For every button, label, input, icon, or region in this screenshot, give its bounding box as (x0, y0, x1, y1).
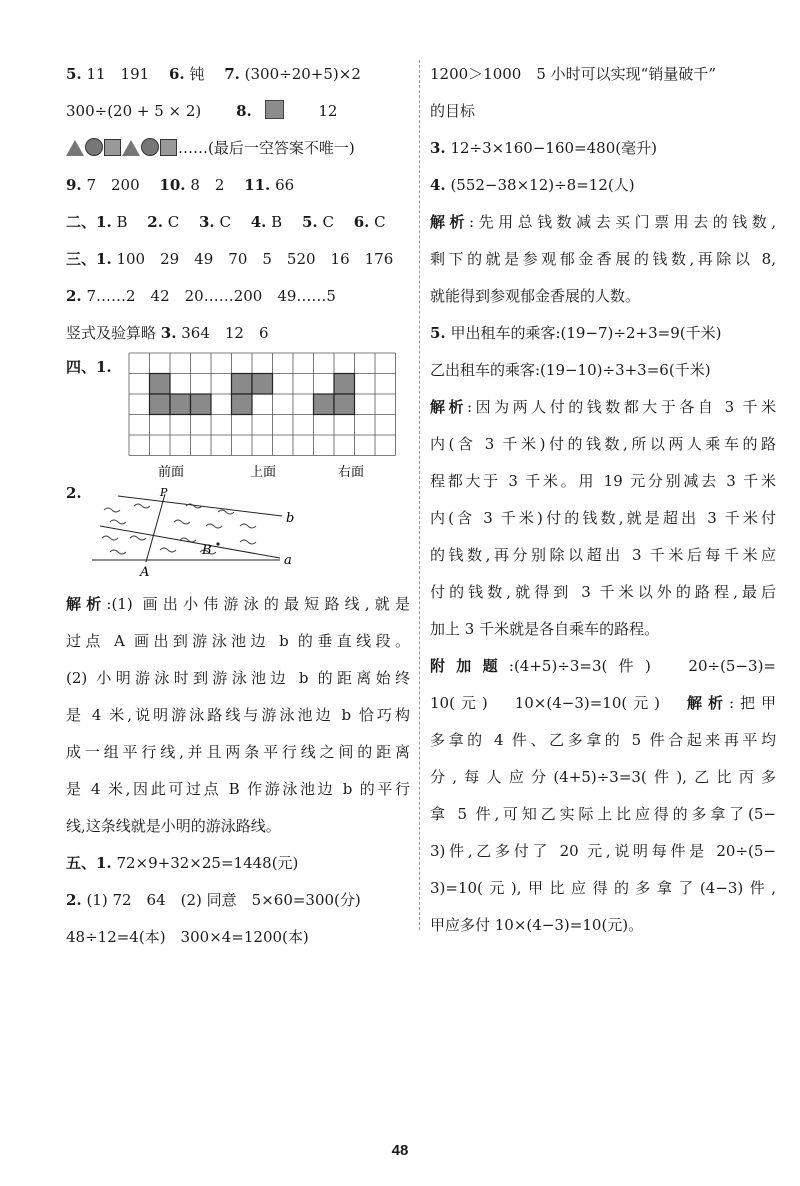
circle-icon (141, 138, 159, 156)
section-5-q2 (66, 882, 410, 919)
explanation-text: :(1) 画出小伟游泳的最短路线,就是 (106, 595, 410, 613)
explanation-text: 是 4 米,说明游泳路线与游泳池边 b 恰巧构 (66, 706, 410, 724)
filled-cube-cell (150, 394, 171, 415)
filled-cube-cell (232, 374, 253, 395)
explanation-line (430, 611, 776, 648)
view-label-front: 前面 (158, 465, 185, 480)
answer: 乙出租车的乘客:(19−10)÷3+3=6(千米) (430, 361, 711, 379)
explanation-label: 解析 (66, 595, 107, 613)
q-num: 6. (353, 213, 370, 231)
answer: 72×9+32×25=1448(元) (116, 854, 299, 872)
filled-cube-cell (314, 394, 335, 415)
extra-question-line (430, 722, 776, 759)
explanation-label: 解析 (430, 398, 468, 416)
answer: 300÷(20 + 5 × 2) (66, 102, 202, 120)
answer-line (430, 93, 776, 130)
filled-cube-cell (170, 394, 191, 415)
section-2-answers (66, 204, 410, 241)
explanation-line (430, 278, 776, 315)
section-3-q1 (66, 241, 410, 278)
q-num: 1. (96, 250, 112, 268)
line-a-label: a (284, 553, 292, 568)
explanation-line (430, 389, 776, 426)
answer-line-q3 (430, 130, 776, 167)
square-icon (104, 139, 121, 156)
q-num: 10. (159, 176, 186, 194)
q-num: 11. (244, 176, 271, 194)
q-num: 5. (430, 324, 446, 342)
q-num: 1. (96, 213, 112, 231)
answer-line (430, 56, 776, 93)
q-num: 3. (199, 213, 215, 231)
view-label-right: 右面 (338, 465, 365, 480)
explanation-text: 过点 A 画出到游泳池边 b 的垂直线段。 (66, 632, 410, 650)
explanation-line (430, 574, 776, 611)
explanation-line (66, 697, 410, 734)
point-b-label: B (202, 543, 212, 558)
explanation-label: 解析 (430, 213, 470, 231)
answer: (300÷20+5)×2 (244, 65, 361, 83)
answer: C (322, 213, 334, 231)
extra-text: 3)=10(元),甲比应得的多拿了(4−3)件, (430, 879, 776, 897)
answer: 甲出租车的乘客:(19−7)÷2+3=9(千米) (450, 324, 722, 342)
extra-question-line (430, 907, 776, 944)
explanation-text: 程都大于 3 千米。用 19 元分别减去 3 千米 (430, 472, 776, 490)
answer: 12÷3×160−160=480(毫升) (450, 139, 657, 157)
q-num: 3. (430, 139, 446, 157)
explanation-line (430, 463, 776, 500)
q-num: 3. (160, 324, 177, 342)
view-label-top: 上面 (250, 465, 277, 480)
answer: C (374, 213, 386, 231)
answer: (552−38×12)÷8=12(人) (450, 176, 635, 194)
extra-text: 分,每人应分(4+5)÷3=3(件),乙比丙多 (430, 768, 776, 786)
filled-cube-cell (334, 374, 355, 395)
answer: 1200＞1000 5 小时可以实现“销量破千” (430, 65, 716, 83)
page-number: 48 (391, 1142, 409, 1159)
q-num: 4. (250, 213, 267, 231)
point-p-label: P (160, 486, 168, 499)
extra-question-line (430, 796, 776, 833)
filled-cube-cell (191, 394, 212, 415)
answer-line-q4 (430, 167, 776, 204)
three-views-grid (128, 352, 408, 480)
extra-label: 附加题 (430, 657, 509, 675)
answer: B (116, 213, 128, 231)
section-5-q1 (66, 845, 410, 882)
q-num: 7. (224, 65, 240, 83)
answer: 100 29 49 70 5 520 16 176 (116, 250, 394, 268)
answer: C (219, 213, 231, 231)
section-label: 四、1. (66, 358, 112, 376)
extra-text: 甲应多付 10×(4−3)=10(元)。 (430, 916, 644, 934)
extra-question-line (430, 759, 776, 796)
extra-question-line (430, 833, 776, 870)
answer-line-q5 (430, 315, 776, 352)
three-views-block (66, 352, 410, 482)
explanation-line (66, 808, 410, 845)
right-column (430, 56, 776, 944)
gray-square-icon (265, 100, 284, 119)
section-label: 三、 (66, 250, 97, 268)
q-num: 5. (301, 213, 318, 231)
section-5-q2-cont (66, 919, 410, 956)
square-icon (160, 139, 177, 156)
extra-text: 拿 5 件,可知乙实际上比应得的多拿了(5− (430, 805, 776, 823)
circle-icon (85, 138, 103, 156)
explanation-line (430, 500, 776, 537)
answer: (1) 72 64 (2) 同意 5×60=300(分) (86, 891, 361, 909)
explanation-text: 线,这条线就是小明的游泳路线。 (66, 817, 281, 835)
extra-question-line (430, 648, 776, 685)
answer-line-9-11 (66, 167, 410, 204)
filled-cube-cell (150, 374, 171, 395)
filled-cube-cell (232, 394, 253, 415)
shape-pattern-line (66, 130, 410, 167)
q-num: 8. (236, 102, 252, 120)
answer: 竖式及验算略 (66, 324, 157, 342)
explanation-line (430, 537, 776, 574)
explanation-line (66, 771, 410, 808)
explanation-line (430, 241, 776, 278)
explanation-text: 内(含 3 千米)付的钱数,就是超出 3 千米付 (430, 509, 776, 527)
extra-text: 3)件,乙多付了 20 元,说明每件是 20÷(5− (430, 842, 776, 860)
answer-line-q5b (430, 352, 776, 389)
filled-cube-cell (334, 394, 355, 415)
explanation-label: 解析 (687, 694, 729, 712)
point-a-label: A (140, 565, 150, 580)
q-num: 2. (66, 891, 82, 909)
q-num: 4. (430, 176, 446, 194)
q-num: 5. (66, 65, 82, 83)
extra-text: :把甲 (728, 694, 776, 712)
extra-text: :(4+5)÷3=3(件) 20÷(5−3)= (508, 657, 776, 675)
explanation-text: 是 4 米,因此可过点 B 作游泳池边 b 的平行 (66, 780, 410, 798)
explanation-text: 就能得到参观郁金香展的人数。 (430, 287, 641, 305)
answer-line-5-7 (66, 56, 410, 93)
extra-question-line (430, 870, 776, 907)
answer: 7 200 (86, 176, 140, 194)
q-num: 6. (168, 65, 185, 83)
explanation-text: 内(含 3 千米)付的钱数,所以两人乘车的路 (430, 435, 776, 453)
explanation-text: 付的钱数,就得到 3 千米以外的路程,最后 (430, 583, 776, 601)
explanation-text: :因为两人付的钱数都大于各自 3 千米 (467, 398, 776, 416)
explanation-text: 的钱数,再分别除以超出 3 千米后每千米应 (430, 546, 776, 564)
section-3-q2 (66, 278, 410, 315)
swimming-diagram-block (66, 482, 410, 586)
extra-text: 多拿的 4 件、乙多拿的 5 件合起来再平均 (430, 731, 776, 749)
q-num: 2. (66, 484, 82, 502)
answer-line-7b-8 (66, 93, 410, 130)
explanation-text: :先用总钱数减去买门票用去的钱数, (469, 213, 776, 231)
explanation-line (430, 204, 776, 241)
q-num: 9. (66, 176, 82, 194)
triangle-icon (122, 140, 140, 156)
section-label: 五、1. (66, 854, 112, 872)
left-column (66, 56, 410, 956)
explanation-text: 成一组平行线,并且两条平行线之间的距离 (66, 743, 410, 761)
explanation-line (430, 426, 776, 463)
answer: 66 (275, 176, 295, 194)
q-num: 2. (147, 213, 163, 231)
explanation-line (66, 586, 410, 623)
section-3-q3 (66, 315, 410, 352)
column-divider (419, 60, 420, 930)
explanation-line (66, 734, 410, 771)
answer: 12 (318, 102, 338, 120)
line-b-label: b (286, 511, 295, 526)
explanation-text: 剩下的就是参观郁金香展的钱数,再除以 8, (430, 250, 776, 268)
answer: B (271, 213, 283, 231)
answer: 7……2 42 20……200 49……5 (86, 287, 336, 305)
triangle-icon (66, 140, 84, 156)
swimming-pool-diagram (90, 482, 300, 582)
answer: 的目标 (430, 102, 476, 120)
answer: C (167, 213, 180, 231)
explanation-line (66, 660, 410, 697)
answer: 364 12 6 (181, 324, 269, 342)
explanation-text: 加上 3 千米就是各自乘车的路程。 (430, 620, 660, 638)
explanation-text: (2) 小明游泳时到游泳池边 b 的距离始终 (66, 669, 410, 687)
q-num: 2. (66, 287, 82, 305)
shape-note: ……(最后一空答案不唯一) (178, 139, 355, 157)
section-label: 二、 (66, 213, 97, 231)
extra-text: 10(元) 10×(4−3)=10(元) (430, 694, 661, 712)
explanation-line (66, 623, 410, 660)
extra-question-line (430, 685, 776, 722)
answer: 48÷12=4(本) 300×4=1200(本) (66, 928, 309, 946)
answer: 8 2 (190, 176, 225, 194)
filled-cube-cell (252, 374, 273, 395)
answer: 11 191 (86, 65, 150, 83)
answer: 钝 (189, 65, 205, 83)
